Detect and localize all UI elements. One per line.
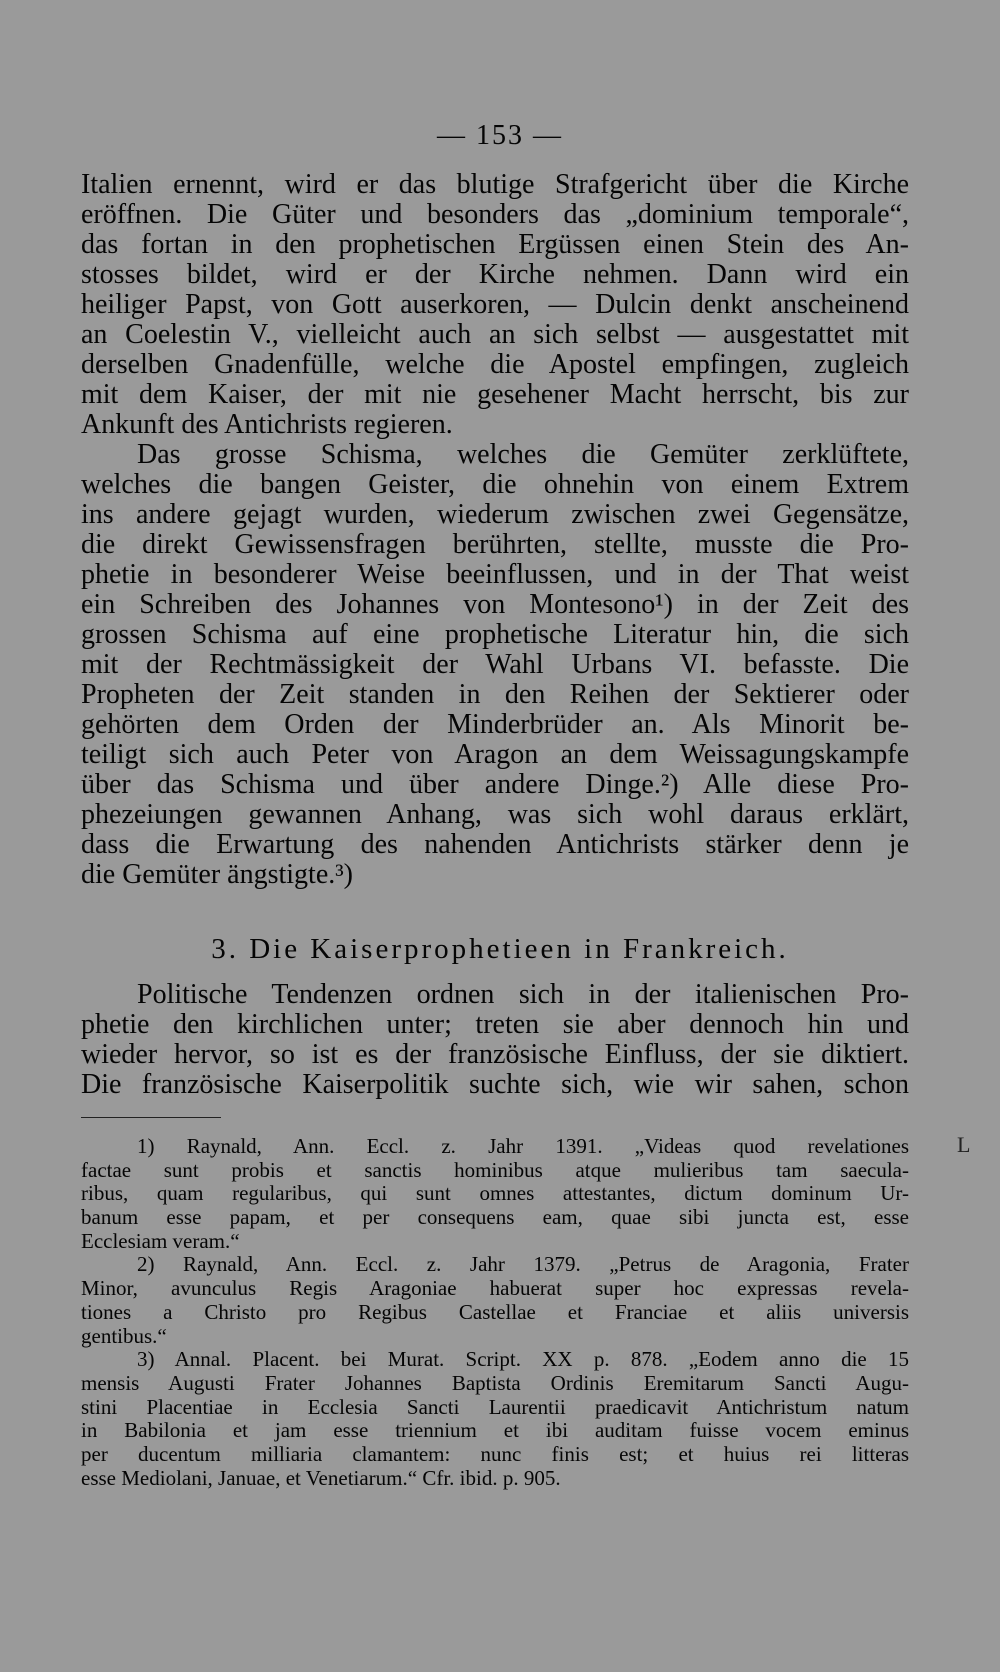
section-1-text [81, 170, 909, 890]
text-line: eröffnen. Die Güter und besonders das „dominium temporale“, [81, 199, 909, 230]
text-line: Italien ernennt, wird er das blutige Strafgericht über die Kirche [81, 169, 909, 200]
footnote-line: in Babilonia et jam esse triennium et ibi auditam fuisse vocem eminus [81, 1418, 909, 1443]
footnote-divider [81, 1117, 221, 1118]
text-line: grossen Schisma auf eine prophetische Literatur hin, die sich [81, 619, 909, 650]
text-line: ein Schreiben des Johannes von Montesono¹) in der Zeit des [81, 589, 909, 620]
text-line: gehörten dem Orden der Minderbrüder an. Als Minorit be- [81, 709, 909, 740]
text-line: stosses bildet, wird er der Kirche nehmen. Dann wird ein [81, 259, 909, 290]
footnote-line: mensis Augusti Frater Johannes Baptista Ordinis Eremitarum Sancti Augu- [81, 1370, 909, 1395]
text-line: dass die Erwartung des nahenden Antichrists stärker denn je [81, 829, 909, 860]
text-line: ins andere gejagt wurden, wiederum zwischen zwei Gegensätze, [81, 499, 909, 530]
text-line: an Coelestin V., vielleicht auch an sich selbst — ausgestattet mit [81, 319, 909, 350]
margin-mark: L [957, 1132, 971, 1157]
text-line: mit der Rechtmässigkeit der Wahl Urbans VI. befasste. Die [81, 649, 909, 680]
text-line: die direkt Gewissensfragen berührten, stellte, musste die Pro- [81, 529, 909, 560]
footnote-line: gentibus.“ [81, 1323, 167, 1348]
text-line: das fortan in den prophetischen Ergüssen einen Stein des An- [81, 229, 909, 260]
section-2-text [81, 980, 909, 1100]
text-line: Ankunft des Antichrists regieren. [81, 409, 453, 440]
footnote-line: factae sunt probis et sanctis hominibus atque mulieribus tam saecula- [81, 1157, 909, 1182]
footnote-line: ribus, quam regularibus, qui sunt omnes attestantes, dictum dominum Ur- [81, 1181, 909, 1206]
text-line: phetie in besonderer Weise beeinflussen, und in der That weist [81, 559, 909, 590]
footnotes [81, 1135, 909, 1490]
footnote-line: banum esse papam, et per consequens eam, quae sibi juncta est, esse [81, 1205, 909, 1230]
footnote-line: 2) Raynald, Ann. Eccl. z. Jahr 1379. „Petrus de Aragonia, Frater [137, 1252, 909, 1277]
footnote-line: 1) Raynald, Ann. Eccl. z. Jahr 1391. „Videas quod revelationes [137, 1134, 909, 1158]
footnote-line: esse Mediolani, Januae, et Venetiarum.“ Cfr. ibid. p. 905. [81, 1465, 561, 1490]
text-line: teiligt sich auch Peter von Aragon an dem Weissagungskampfe [81, 739, 909, 770]
footnote-line: per ducentum milliaria clamantem: nunc finis est; et huius rei litteras [81, 1441, 909, 1466]
text-line: Das grosse Schisma, welches die Gemüter zerklüftete, [137, 439, 909, 470]
text-line: welches die bangen Geister, die ohnehin von einem Extrem [81, 469, 909, 500]
text-line: phezeiungen gewannen Anhang, was sich wohl daraus erklärt, [81, 799, 909, 830]
section-heading: 3. Die Kaiserprophetieen in Frankreich. [211, 933, 789, 965]
text-line: heiliger Papst, von Gott auserkoren, — Dulcin denkt anscheinend [81, 289, 909, 320]
page-number: — 153 — [437, 120, 563, 151]
text-line: über das Schisma und über andere Dinge.²) Alle diese Pro- [81, 769, 909, 800]
footnote-line: tiones a Christo pro Regibus Castellae et Franciae et aliis universis [81, 1299, 909, 1324]
text-line: derselben Gnadenfülle, welche die Apostel empfingen, zugleich [81, 349, 909, 380]
text-line: Politische Tendenzen ordnen sich in der italienischen Pro- [137, 979, 909, 1010]
footnote-line: Ecclesiam veram.“ [81, 1228, 240, 1253]
text-line: wieder hervor, so ist es der französische Einfluss, der sie diktiert. [81, 1039, 909, 1070]
text-line: mit dem Kaiser, der mit nie gesehener Macht herrscht, bis zur [81, 379, 909, 410]
text-line: phetie den kirchlichen unter; treten sie aber dennoch hin und [81, 1009, 909, 1040]
text-line: Die französische Kaiserpolitik suchte sich, wie wir sahen, schon [81, 1069, 909, 1100]
footnote-line: Minor, avunculus Regis Aragoniae habuerat super hoc expressas revela- [81, 1276, 909, 1301]
text-line: die Gemüter ängstigte.³) [81, 859, 353, 890]
footnote-line: stini Placentiae in Ecclesia Sancti Laurentii praedicavit Antichristum natum [81, 1394, 909, 1419]
footnote-line: 3) Annal. Placent. bei Murat. Script. XX p. 878. „Eodem anno die 15 [137, 1347, 909, 1372]
text-line: Propheten der Zeit standen in den Reihen der Sektierer oder [81, 679, 909, 710]
